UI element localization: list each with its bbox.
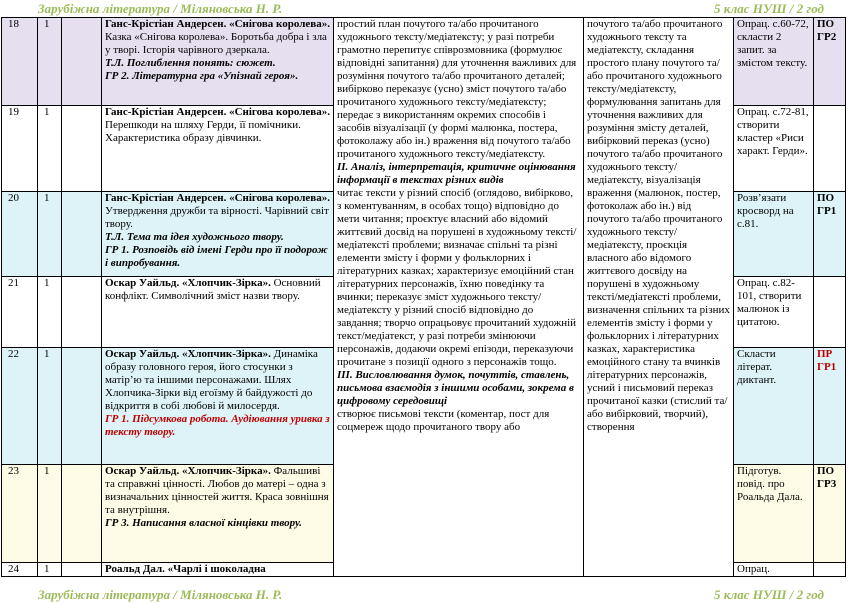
homework: Підготув. повід. про Роальда Дала. <box>734 465 814 563</box>
homework: Опрац. <box>734 563 814 577</box>
topic-title: Роальд Дал. «Чарлі і шоколадна <box>105 563 266 575</box>
outcomes-paragraph: читає тексти у різний спосіб (оглядово, вибірково, з коментуванням, в особах тощо) відповідно до мети читання; проєктує власний або відомий життєвий досвід на порушені в художньому тексті/медіатексті проблеми; визначає спільні та різні елементи змісту і форми у фольклорних і літературних казках; характеризує емоційний стан літературних персонажів, їхню поведінку та вчинки; переказує зміст художнього тексту/медіатексту у різний спосіб відповідно до завдання; творчо опрацьовує прочитаний художній текст/медіатекст, у разі потреби змінюючи персонажів, додаючи окремі епізоди, переказуючи прочитане з позиції одного з персонажів тощо. <box>337 187 577 368</box>
lesson-hours: 1 <box>38 277 62 348</box>
topic-text: Казка «Снігова королева». Боротьба добра і зла у творі. Історія чарівного дзеркала. <box>105 31 327 56</box>
topic-title: Ганс-Крістіан Андерсен. «Снігова королева». <box>105 192 330 204</box>
lesson-number: 18 <box>2 18 38 106</box>
topic-text: Перешкоди на шляху Герди, її помічники. Характеристика образу дівчинки. <box>105 119 301 144</box>
group-task: ГР 1. Підсумкова робота. Аудіювання уривка з тексту твору. <box>105 413 330 438</box>
assessment-code: ПО ГР3 <box>814 465 846 563</box>
empty-cell <box>62 18 102 106</box>
topic-title: Оскар Уайльд. «Хлопчик-Зірка». <box>105 277 271 289</box>
lesson-hours: 1 <box>38 563 62 577</box>
lesson-hours: 1 <box>38 192 62 277</box>
empty-cell <box>62 348 102 465</box>
table-row <box>2 18 846 106</box>
outcomes-paragraph: створює письмові тексти (коментар, пост для соцмереж щодо прочитаного твору або <box>337 408 550 433</box>
activities-text: почутого та/або прочитаного художнього тексту та медіатексту, складання простого плану почутого та/або прочитаного художнього тексту/медіатексту, формулювання запитань для уточнення важливих для розуміння змісту деталей, вибірковий переказ (усно) почутого та/або прочитаного художнього тексту/медіатексту, візуалізація враження (малюнок, постер, фотоколаж або ін.) від почутого та/або прочитаного художнього тексту/медіатексту, проєкція власного або відомого життєвого досвіду на порушені в художньому тексті/медіатексті проблеми, визначення спільних та різних елементів змісту і форми у фольклорних і літературних казках, характеристика емоційного стану та вчинків літературних персонажів, усний і письмовий переказ прочитаної казки (стислий та/або вибірковий, творчий), створення <box>587 18 730 433</box>
assessment-code: ПР ГР1 <box>814 348 846 465</box>
assessment-code <box>814 106 846 192</box>
topic-text: Утвердження дружби та вірності. Чарівний світ твору. <box>105 205 329 230</box>
homework: Опрац. с.72-81, створити кластер «Риси характ. Герди». <box>734 106 814 192</box>
assessment-code <box>814 563 846 577</box>
outcomes-heading-2: ІІ. Аналіз, інтерпретація, критичне оцінювання інформації в текстах різних видів <box>337 161 576 186</box>
lesson-number: 21 <box>2 277 38 348</box>
lesson-topic <box>102 277 334 348</box>
topic-text: Основний конфлікт. Символічний зміст назви твору. <box>105 277 321 302</box>
theory-note: Т.Л. Поглиблення понять: сюжет. <box>105 57 276 69</box>
header-left: Зарубіжна література / Міляновська Н. Р. <box>38 1 283 16</box>
lesson-topic <box>102 348 334 465</box>
group-task: ГР 2. Літературна гра «Упізнай героя». <box>105 70 299 82</box>
homework: Опрац. с.60-72, скласти 2 запит. за змістом тексту. <box>734 18 814 106</box>
empty-cell <box>62 192 102 277</box>
page-footer <box>0 586 857 604</box>
lesson-topic <box>102 465 334 563</box>
outcomes-paragraph: простий план почутого та/або прочитаного художнього тексту/медіатексту; у разі потреби грамотно перепитує співрозмовника (формулює відповідні запитання) для уточнення важливих для розуміння почутого та/або прочитаного деталей; вибірково переказує (усно) зміст почутого та/або прочитаного художнього тексту/медіатексту; передає з використанням окремих способів і засобів візуалізації (у формі малюнка, постера, фотоколажу або ін.) враження від почутого та/або прочитаного художнього тексту/медіатексту. <box>337 18 577 160</box>
lesson-number: 22 <box>2 348 38 465</box>
assessment-code: ПО ГР2 <box>814 18 846 106</box>
lesson-number: 24 <box>2 563 38 577</box>
homework: Опрац. с.82-101, створити малюнок із цитатою. <box>734 277 814 348</box>
empty-cell <box>62 277 102 348</box>
group-task: ГР 3. Написання власної кінцівки твору. <box>105 517 302 529</box>
group-task: ГР 1. Розповідь від імені Герди про її подорож і випробування. <box>105 244 328 269</box>
lesson-plan-table <box>1 17 846 577</box>
empty-cell <box>62 465 102 563</box>
footer-left: Зарубіжна література / Міляновська Н. Р. <box>38 587 283 602</box>
lesson-topic <box>102 192 334 277</box>
topic-title: Ганс-Крістіан Андерсен. «Снігова королева». <box>105 106 330 118</box>
topic-text: Фальшиві та справжні цінності. Любов до матері – одна з визначальних цінностей життя. Краса зовнішня та внутрішня. <box>105 465 329 516</box>
lesson-number: 19 <box>2 106 38 192</box>
header-right: 5 клас НУШ / 2 год <box>713 1 824 16</box>
homework: Скласти літерат. диктант. <box>734 348 814 465</box>
topic-title: Ганс-Крістіан Андерсен. «Снігова королева». <box>105 18 330 30</box>
assessment-code: ПО ГР1 <box>814 192 846 277</box>
theory-note: Т.Л. Тема та ідея художнього твору. <box>105 231 284 243</box>
activities-cell <box>584 18 734 577</box>
lesson-topic <box>102 18 334 106</box>
lesson-hours: 1 <box>38 348 62 465</box>
lesson-number: 23 <box>2 465 38 563</box>
empty-cell <box>62 563 102 577</box>
lesson-hours: 1 <box>38 465 62 563</box>
lesson-hours: 1 <box>38 18 62 106</box>
topic-title: Оскар Уайльд. «Хлопчик-Зірка». <box>105 465 271 477</box>
outcomes-heading-3: ІІІ. Висловлювання думок, почуттів, ставлень, письмова взаємодія з іншими особами, зокрема в цифровому середовищі <box>337 369 574 407</box>
topic-title: Оскар Уайльд. «Хлопчик-Зірка». <box>105 348 271 360</box>
empty-cell <box>62 106 102 192</box>
lesson-topic <box>102 106 334 192</box>
page-header <box>0 0 857 18</box>
learning-outcomes-cell <box>334 18 584 577</box>
lesson-number: 20 <box>2 192 38 277</box>
assessment-code <box>814 277 846 348</box>
homework: Розв’язати кросворд на с.81. <box>734 192 814 277</box>
lesson-topic <box>102 563 334 577</box>
topic-text: Динаміка образу головного героя, його стосунки з матір’ю та іншими персонажами. Шлях Хлопчика-Зірки від егоїзму й байдужості до відкриття в собі любові й милосердя. <box>105 348 318 412</box>
footer-right: 5 клас НУШ / 2 год <box>713 587 824 602</box>
lesson-hours: 1 <box>38 106 62 192</box>
